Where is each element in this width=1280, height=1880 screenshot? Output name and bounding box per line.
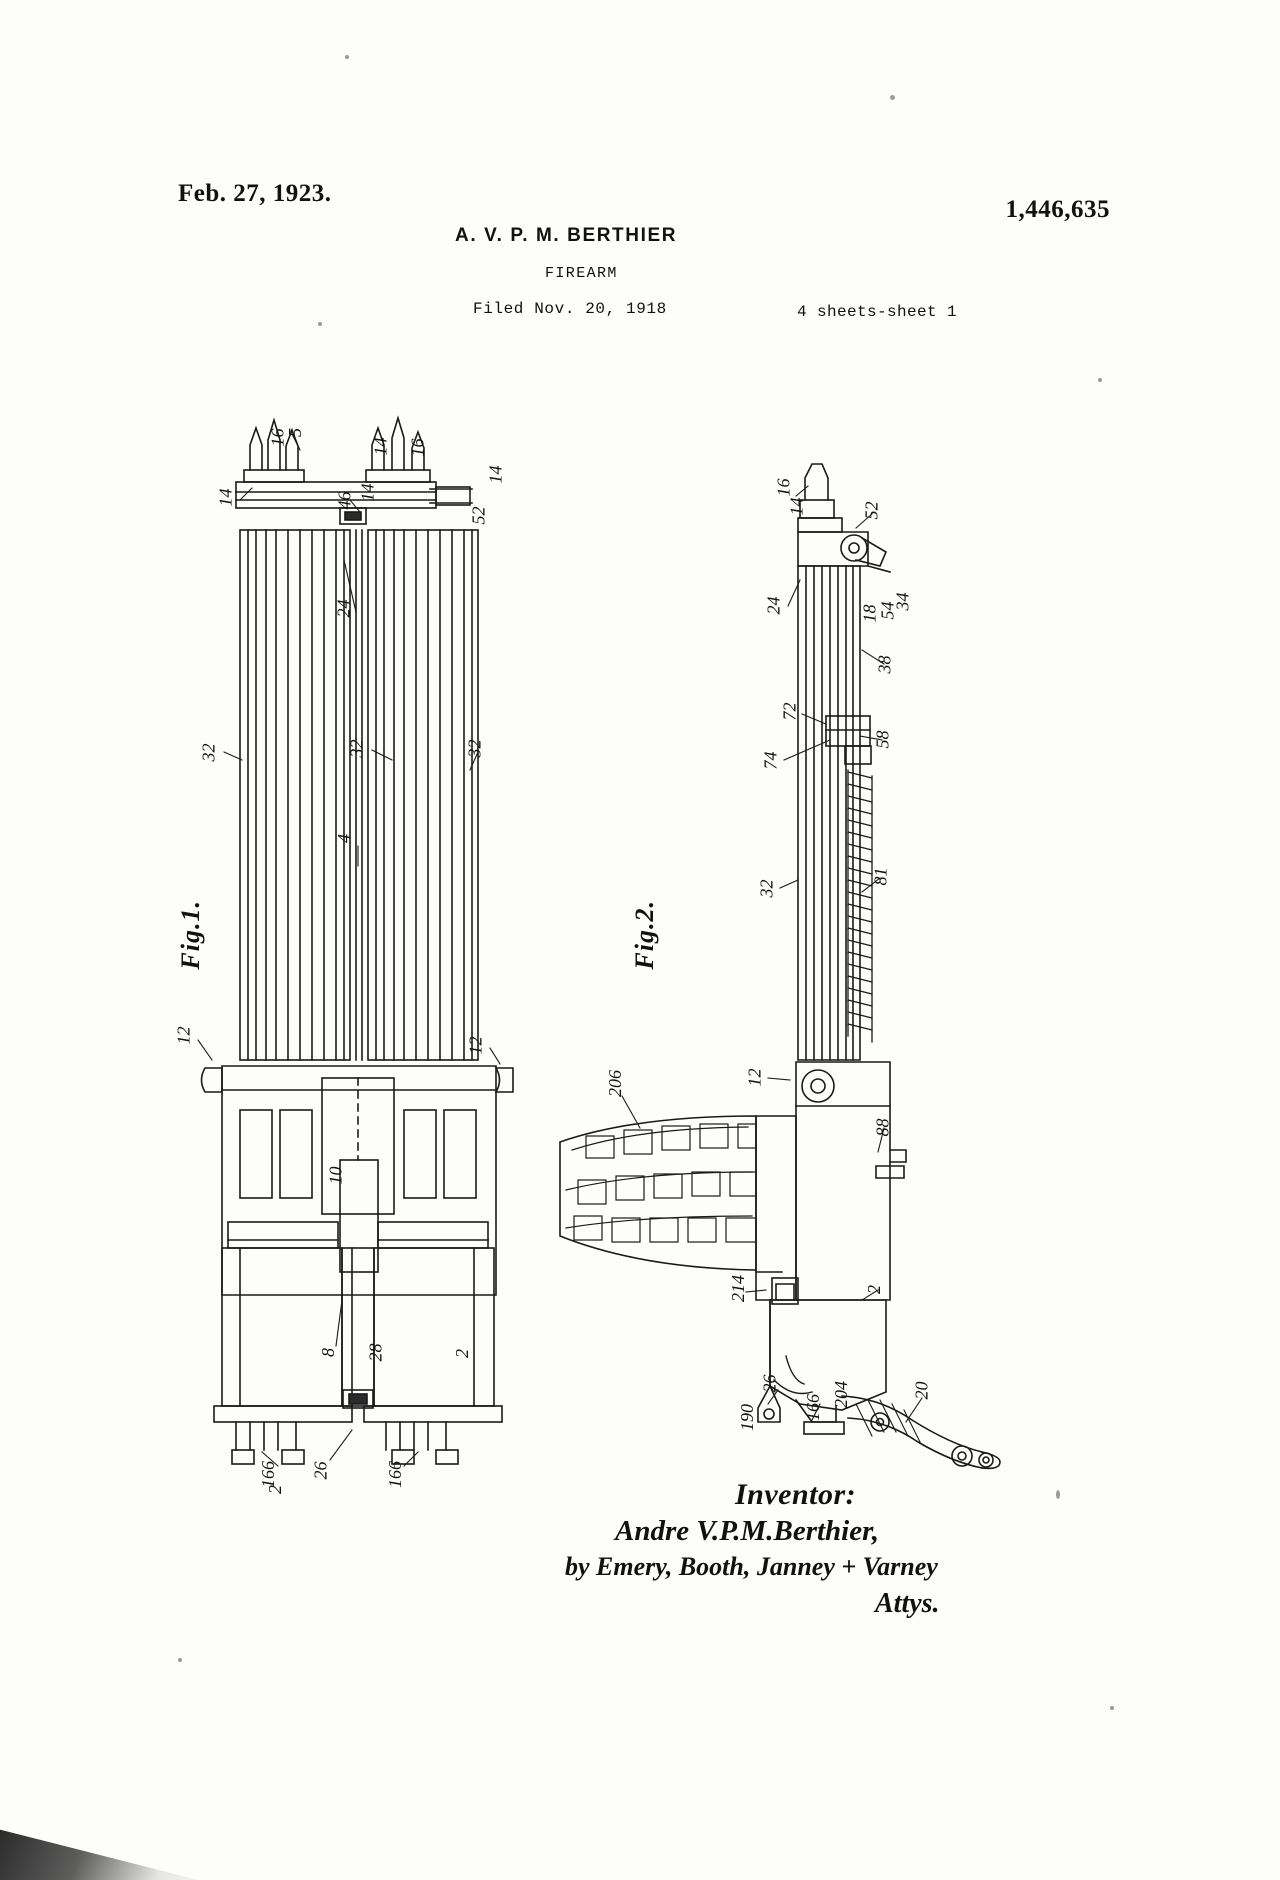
invention-title: FIREARM <box>545 265 618 282</box>
fig1-ref-4: 4 <box>334 834 354 843</box>
fig2-ref-72: 72 <box>779 702 800 721</box>
fig1-ref-32: 32 <box>198 743 219 762</box>
fig1-ref-12: 12 <box>465 1036 486 1055</box>
fig2-ref-214: 214 <box>728 1275 748 1302</box>
fig1-ref-26: 26 <box>310 1461 331 1480</box>
scan-speck <box>318 322 322 326</box>
fig1-ref-14: 14 <box>370 437 391 456</box>
fig1-ref-12: 12 <box>173 1026 194 1045</box>
figure-1-caption: Fig.1. <box>176 900 205 970</box>
fig1-ref-5: 5 <box>285 428 305 437</box>
fig2-ref-16: 16 <box>773 478 794 497</box>
fig2-ref-204: 204 <box>831 1381 851 1408</box>
fig1-ref-28: 28 <box>365 1343 386 1362</box>
fig2-ref-18: 18 <box>859 604 880 623</box>
scan-speck <box>1110 1706 1114 1710</box>
fig2-ref-14: 14 <box>786 497 807 516</box>
filing-date: Filed Nov. 20, 1918 <box>473 300 667 318</box>
fig1-ref-14: 14 <box>357 483 378 502</box>
fig2-ref-26: 26 <box>759 1374 780 1393</box>
fig2-ref-81: 81 <box>870 867 891 886</box>
fig2-ref-190: 190 <box>737 1404 757 1431</box>
fig1-ref-2: 2 <box>452 1349 472 1358</box>
fig1-ref-166: 166 <box>385 1461 405 1488</box>
fig1-ref-32: 32 <box>464 739 485 758</box>
fig1-ref-16: 16 <box>267 428 288 447</box>
fig1-ref-8: 8 <box>318 1348 338 1357</box>
sheet-count: 4 sheets-sheet 1 <box>797 303 958 321</box>
figure-2-drawing <box>560 464 1000 1468</box>
fig1-ref-14: 14 <box>485 465 506 484</box>
scan-speck <box>1056 1490 1060 1499</box>
scan-speck <box>178 1658 182 1662</box>
attorneys-label: Attys. <box>875 1588 940 1619</box>
fig2-ref-32: 32 <box>756 879 777 898</box>
fig2-ref-34: 34 <box>892 592 913 611</box>
patent-number: 1,446,635 <box>1005 196 1110 223</box>
scan-speck <box>890 95 895 100</box>
fig1-ref-14: 14 <box>215 488 236 507</box>
figure-2-caption: Fig.2. <box>630 900 659 970</box>
fig2-ref-206: 206 <box>605 1070 625 1097</box>
fig2-ref-58: 58 <box>872 730 893 749</box>
fig2-ref-12: 12 <box>744 1068 765 1087</box>
inventor-signature-label: Inventor: <box>735 1478 857 1511</box>
fig2-ref-38: 38 <box>874 655 895 674</box>
fig2-ref-52: 52 <box>861 501 882 520</box>
fig2-ref-20: 20 <box>911 1381 932 1400</box>
fig1-ref-16: 16 <box>407 438 428 457</box>
fig1-ref-24: 24 <box>333 599 354 618</box>
fig2-ref-88: 88 <box>872 1118 893 1137</box>
fig2-ref-74: 74 <box>760 751 781 770</box>
inventor-heading: A. V. P. M. BERTHIER <box>455 225 678 246</box>
fig1-ref-52: 52 <box>468 506 489 525</box>
fig2-ref-166: 166 <box>803 1394 823 1421</box>
figure-1-drawing <box>198 418 513 1466</box>
fig1-ref-2: 2 <box>265 1485 285 1494</box>
scan-speck <box>345 55 349 59</box>
fig1-ref-46: 46 <box>334 491 355 510</box>
fig1-ref-32: 32 <box>346 739 367 758</box>
fig1-ref-10: 10 <box>325 1166 346 1185</box>
attorneys-signature: by Emery, Booth, Janney + Varney <box>565 1552 938 1581</box>
fig2-ref-54: 54 <box>877 601 898 620</box>
scan-speck <box>1098 378 1102 382</box>
fig1-ref-166: 166 <box>258 1461 278 1488</box>
publication-date: Feb. 27, 1923. <box>178 180 332 207</box>
inventor-signature-name: Andre V.P.M.Berthier, <box>615 1515 880 1547</box>
fig2-ref-24: 24 <box>763 596 784 615</box>
fig2-ref-2: 2 <box>864 1285 884 1294</box>
